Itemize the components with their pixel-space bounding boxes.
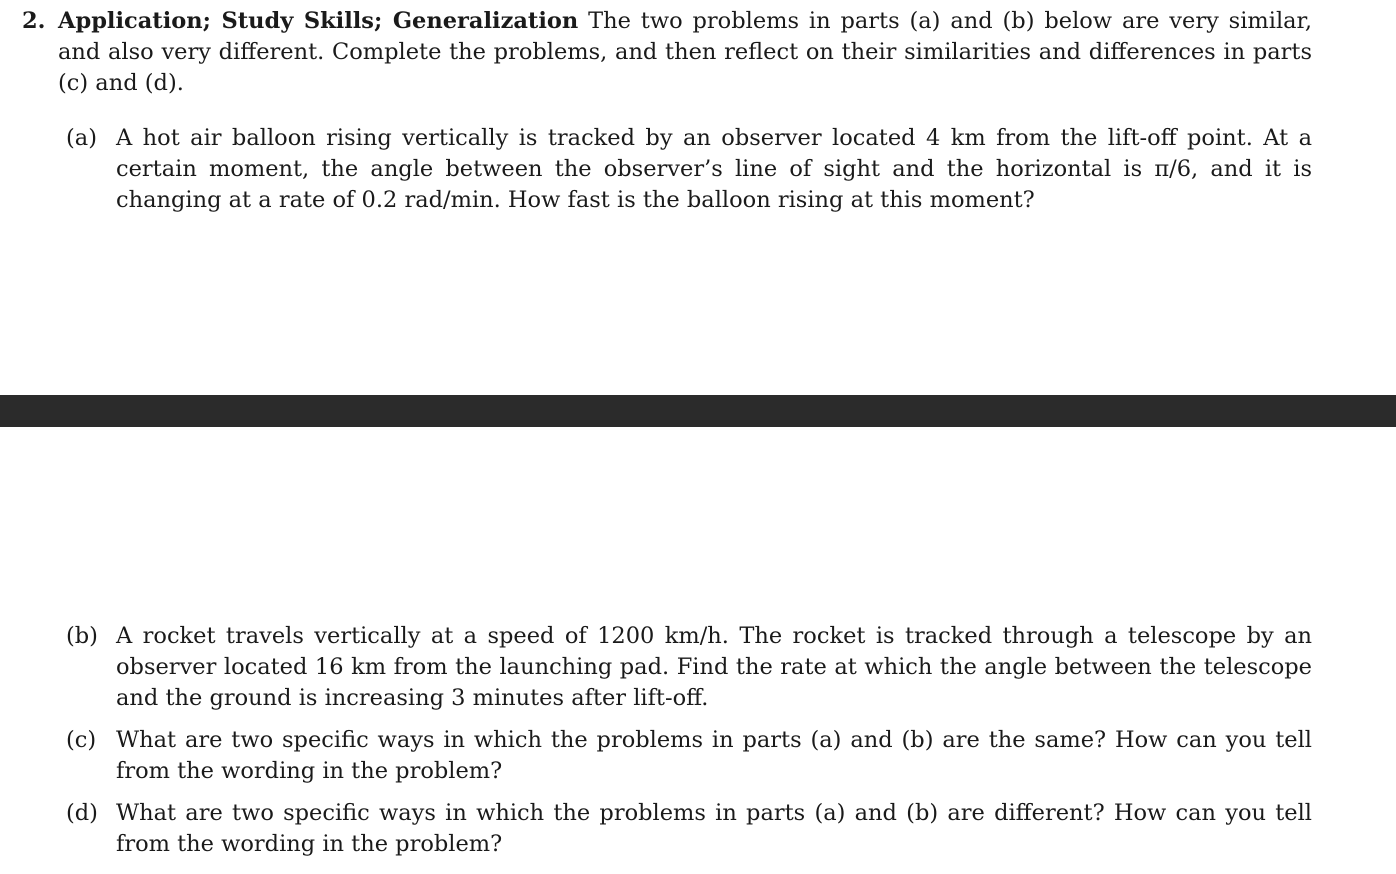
part-b [66,621,1312,714]
problem-intro: The two problems in parts (a) and (b) below are very similar, and also very different. Complete the problems, and then reflect on their similarities and differences in parts (c) and (d). [58,8,1312,96]
part-c-text: What are two specific ways in which the problems in parts (a) and (b) are the same? How can you tell from the wording in the problem? [116,727,1312,784]
problem-heading: Application; Study Skills; Generalization [58,8,579,34]
part-a-label: (a) [66,125,97,151]
problem-number: 2. [22,8,46,34]
part-d [66,798,1312,860]
part-d-label: (d) [66,800,98,826]
part-a [66,123,1312,216]
problem-body [58,6,1312,99]
problem-statement [22,6,1312,99]
page-divider-band [0,395,1396,427]
part-b-label: (b) [66,623,98,649]
part-d-text: What are two specific ways in which the problems in parts (a) and (b) are different? How can you tell from the wording in the problem? [116,800,1312,857]
part-a-text: A hot air balloon rising vertically is tracked by an observer located 4 km from the lift-off point. At a certain moment, the angle between the observer’s line of sight and the horizontal is π/6, and it is changing at a rate of 0.2 rad/min. How fast is the balloon rising at this moment? [116,125,1312,213]
part-c [66,725,1312,787]
part-c-label: (c) [66,727,97,753]
part-b-text: A rocket travels vertically at a speed of 1200 km/h. The rocket is tracked through a telescope by an observer located 16 km from the launching pad. Find the rate at which the angle between the telescope and the ground is increasing 3 minutes after lift-off. [116,623,1312,711]
